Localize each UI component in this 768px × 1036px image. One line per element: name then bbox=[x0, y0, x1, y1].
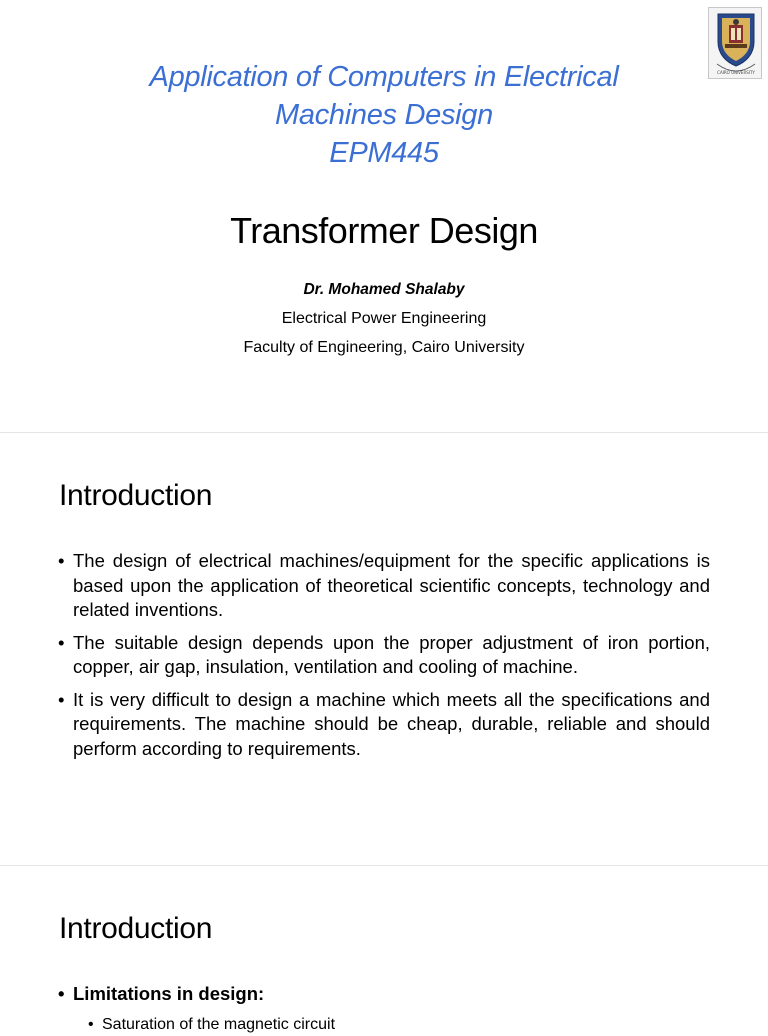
sub-list-item bbox=[88, 1014, 335, 1036]
course-title-line-3: EPM445 bbox=[329, 137, 439, 169]
slide-heading: Introduction bbox=[59, 479, 213, 512]
list-item bbox=[58, 688, 710, 762]
sub-bullet-text: Saturation of the magnetic circuit bbox=[102, 1016, 336, 1033]
bullet-icon: • bbox=[58, 550, 65, 571]
slide-heading: Introduction bbox=[59, 912, 213, 945]
sub-bullet-list bbox=[58, 1010, 335, 1036]
course-title bbox=[80, 58, 688, 172]
lecture-subtitle: Transformer Design bbox=[230, 210, 538, 251]
list-item bbox=[58, 631, 710, 680]
bullet-list bbox=[58, 549, 710, 769]
university-logo bbox=[708, 7, 762, 79]
logo-lettering: CAIRO UNIVERSITY bbox=[717, 70, 755, 75]
bullet-icon: • bbox=[58, 631, 65, 653]
bullet-text: Limitations in design: bbox=[73, 983, 265, 1004]
bullet-icon: • bbox=[58, 688, 65, 710]
department-name: Electrical Power Engineering bbox=[281, 310, 487, 327]
bullet-icon: • bbox=[58, 983, 65, 1004]
faculty-name: Faculty of Engineering, Cairo University bbox=[243, 339, 525, 356]
introduction-slide bbox=[0, 433, 768, 865]
bullet-text: The design of electrical machines/equipment for the specific applications is based upon the application of theoretical scientific concepts, technology and related inventions. bbox=[73, 550, 710, 620]
list-item bbox=[58, 549, 710, 623]
bullet-text: It is very difficult to design a machine which meets all the specifications and requirements. The machine should be cheap, durable, reliable and should perform according to requirements. bbox=[73, 688, 710, 759]
list-item bbox=[58, 982, 710, 1007]
author-name: Dr. Mohamed Shalaby bbox=[303, 281, 465, 298]
course-title-line-2: Machines Design bbox=[275, 99, 493, 131]
bullet-text: The suitable design depends upon the proper adjustment of iron portion, copper, air gap, insulation, ventilation and cooling of machine. bbox=[73, 631, 710, 677]
bullet-list bbox=[58, 982, 710, 1007]
introduction-slide-2 bbox=[0, 866, 768, 1033]
bullet-icon: • bbox=[88, 1016, 94, 1033]
title-slide bbox=[0, 0, 768, 432]
course-title-line-1: Application of Computers in Electrical bbox=[149, 61, 619, 93]
